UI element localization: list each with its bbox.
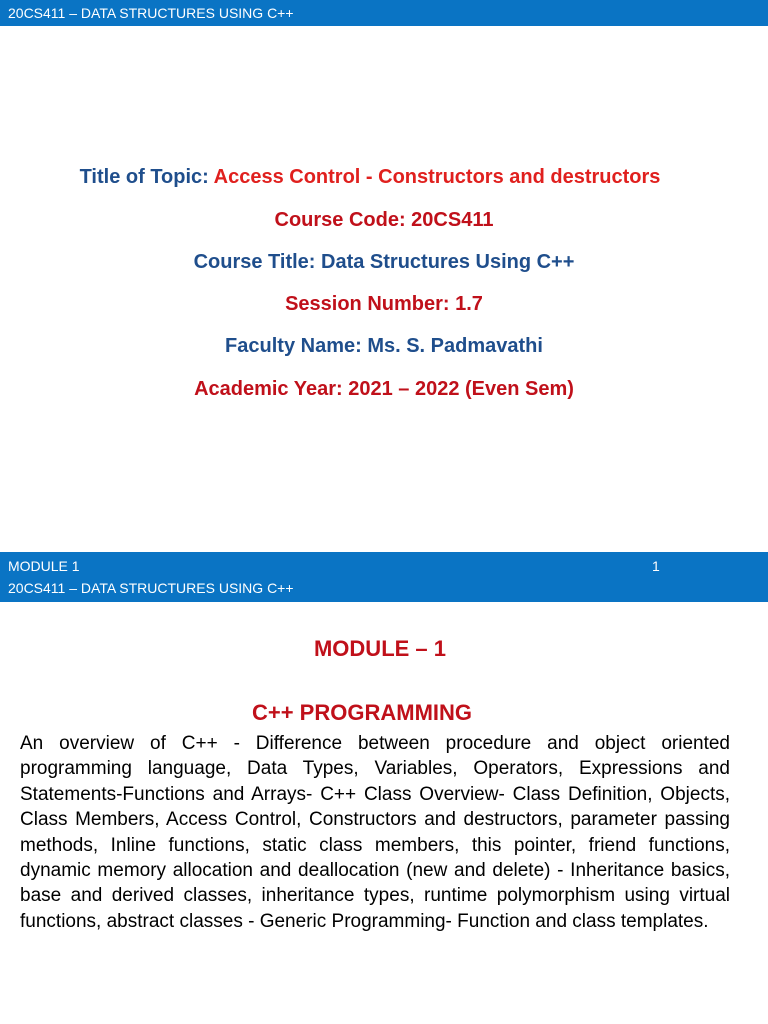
faculty-name: Faculty Name: Ms. S. Padmavathi <box>225 335 543 357</box>
topic-label: Title of Topic: <box>79 166 209 188</box>
page-number: 1 <box>652 558 660 574</box>
course-code: Course Code: 20CS411 <box>274 209 494 231</box>
slide1-header-bar <box>0 0 768 26</box>
academic-year: Academic Year: 2021 – 2022 (Even Sem) <box>194 378 574 400</box>
course-title: Course Title: Data Structures Using C++ <box>193 251 575 273</box>
topic-title-line <box>0 164 754 190</box>
slide-divider-bar <box>0 552 768 602</box>
section-heading: C++ PROGRAMMING <box>251 700 473 725</box>
module-overview-paragraph: An overview of C++ - Difference between procedure and object oriented programming language, Data Types, Variables, Operators, Expressions and Statements-Functions and Arrays- C++ Class Overview- Class Definition, Objects, Class Members, Access Control, Constructors and destructors, parameter passing methods, Inline functions, static class members, this pointer, friend functions, dynamic memory allocation and deallocation (new and delete) - Inheritance basics, base and derived classes, inheritance types, runtime polymorphism using virtual functions, abstract classes - Generic Programming- Function and class templates. <box>20 733 730 932</box>
slide1-footer-label: MODULE 1 <box>8 558 80 574</box>
topic-value: Access Control - Constructors and destructors <box>213 166 661 188</box>
slide1-header-text: 20CS411 – DATA STRUCTURES USING C++ <box>8 5 294 21</box>
session-number: Session Number: 1.7 <box>285 293 483 315</box>
module-heading: MODULE – 1 <box>313 636 447 661</box>
slide2-header-text: 20CS411 – DATA STRUCTURES USING C++ <box>8 580 294 596</box>
